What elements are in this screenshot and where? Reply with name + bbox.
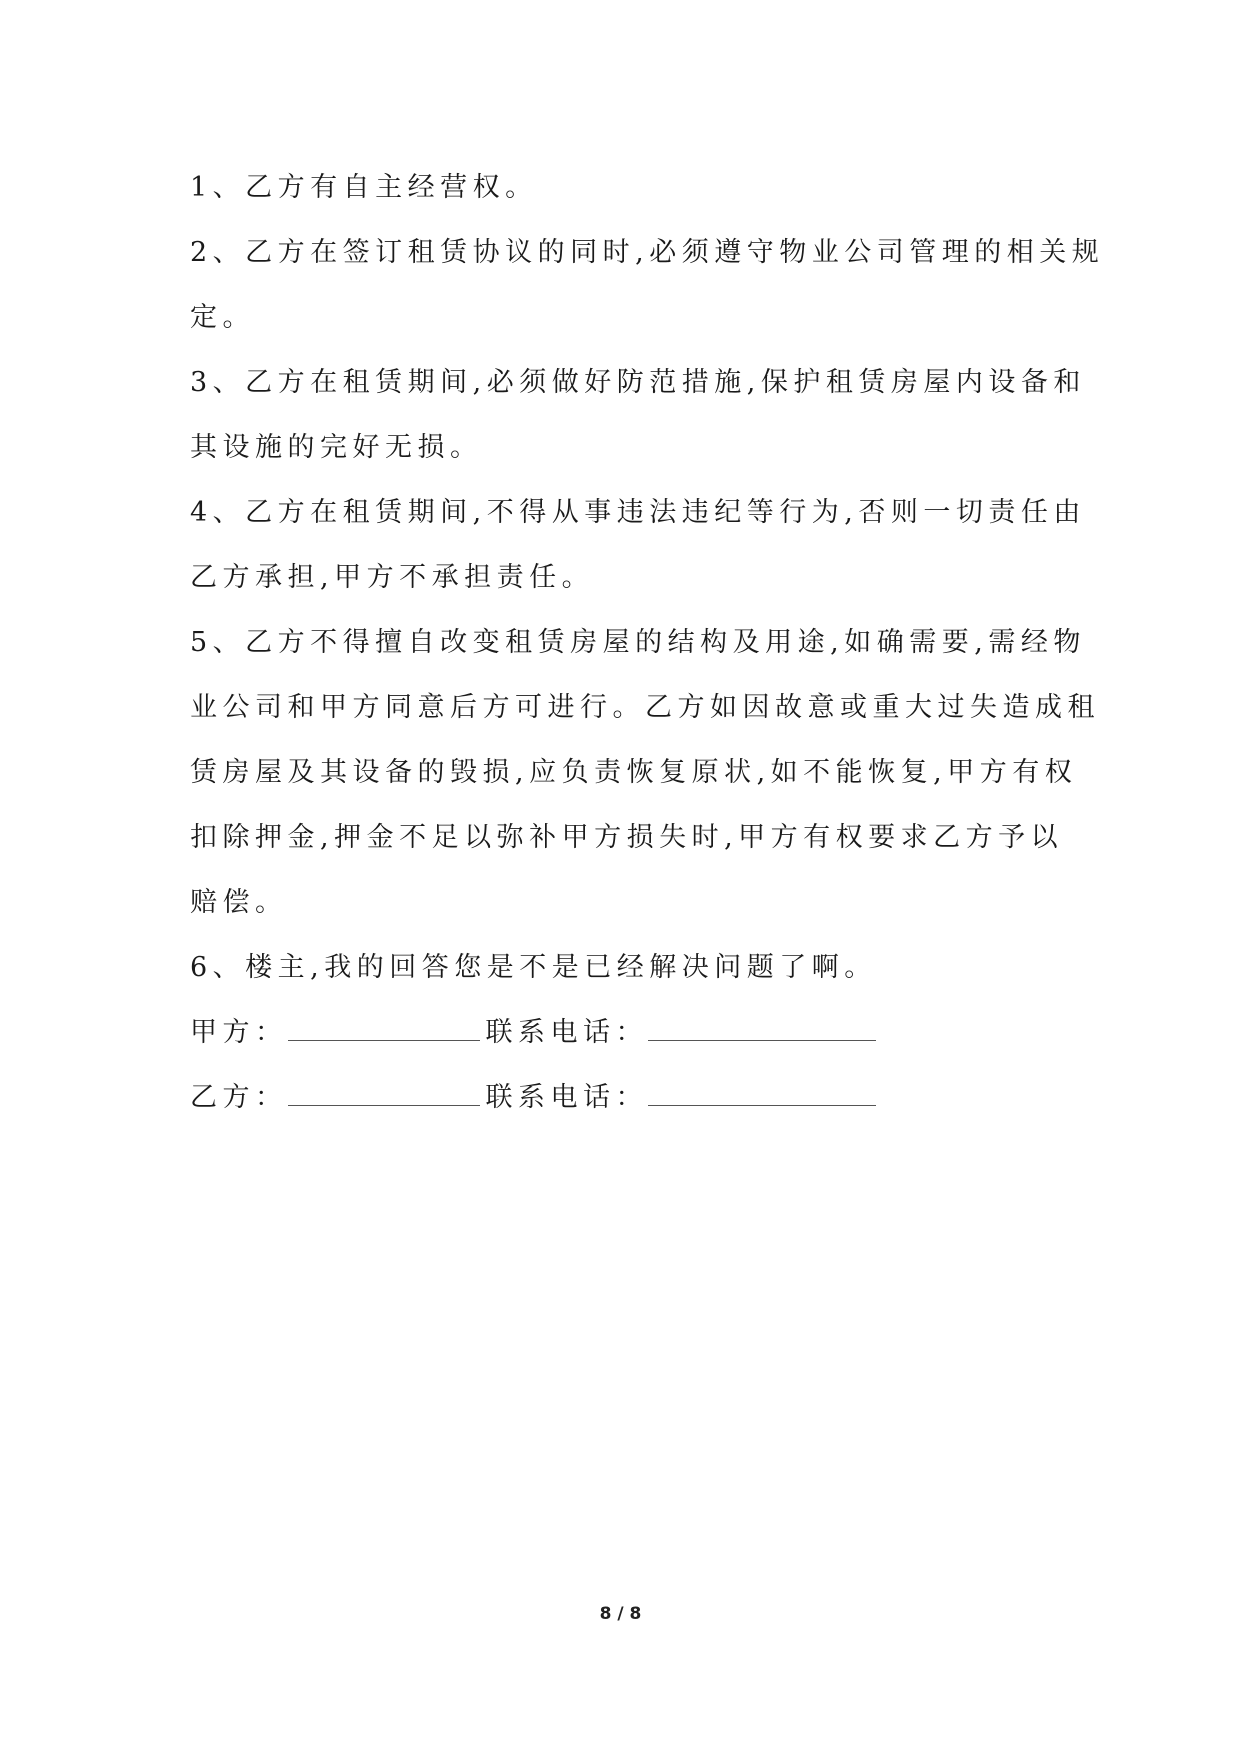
page-number: 8 / 8 — [599, 1604, 642, 1624]
party-a-label: 甲方： — [190, 1017, 288, 1048]
clause-line: 2、乙方在签订租赁协议的同时,必须遵守物业公司管理的相关规 — [190, 237, 1105, 268]
party-b-label: 乙方： — [190, 1082, 288, 1113]
party-b-signature-blank[interactable] — [288, 1083, 480, 1106]
clause-line: 业公司和甲方同意后方可进行。乙方如因故意或重大过失造成租 — [190, 692, 1100, 723]
clause-line: 赁房屋及其设备的毁损,应负责恢复原状,如不能恢复,甲方有权 — [190, 757, 1078, 788]
document-body — [190, 155, 1105, 1130]
clause-line: 定。 — [190, 302, 255, 333]
clause-line: 扣除押金,押金不足以弥补甲方损失时,甲方有权要求乙方予以 — [190, 822, 1064, 853]
party-a-signature-blank[interactable] — [288, 1018, 480, 1041]
signature-party-a — [190, 1000, 1060, 1065]
clause-line: 1、乙方有自主经营权。 — [190, 172, 538, 203]
party-b-phone-label: 联系电话： — [485, 1082, 648, 1113]
party-a-phone-label: 联系电话： — [485, 1017, 648, 1048]
clause-1 — [190, 155, 1060, 220]
party-a-phone-blank[interactable] — [648, 1018, 876, 1041]
clause-line: 其设施的完好无损。 — [190, 432, 483, 463]
clause-5 — [190, 610, 1100, 935]
signature-party-b — [190, 1065, 1060, 1130]
clause-line: 5、乙方不得擅自改变租赁房屋的结构及用途,如确需要,需经物 — [190, 627, 1086, 658]
clause-6 — [190, 935, 1060, 1000]
clause-line: 赔偿。 — [190, 887, 288, 918]
clause-line: 6、楼主,我的回答您是不是已经解决问题了啊。 — [190, 952, 877, 983]
clause-line: 3、乙方在租赁期间,必须做好防范措施,保护租赁房屋内设备和 — [190, 367, 1086, 398]
clause-4 — [190, 480, 1086, 610]
party-b-phone-blank[interactable] — [648, 1083, 876, 1106]
clause-2 — [190, 220, 1105, 350]
clause-line: 乙方承担,甲方不承担责任。 — [190, 562, 595, 593]
clause-line: 4、乙方在租赁期间,不得从事违法违纪等行为,否则一切责任由 — [190, 497, 1086, 528]
clause-3 — [190, 350, 1086, 480]
